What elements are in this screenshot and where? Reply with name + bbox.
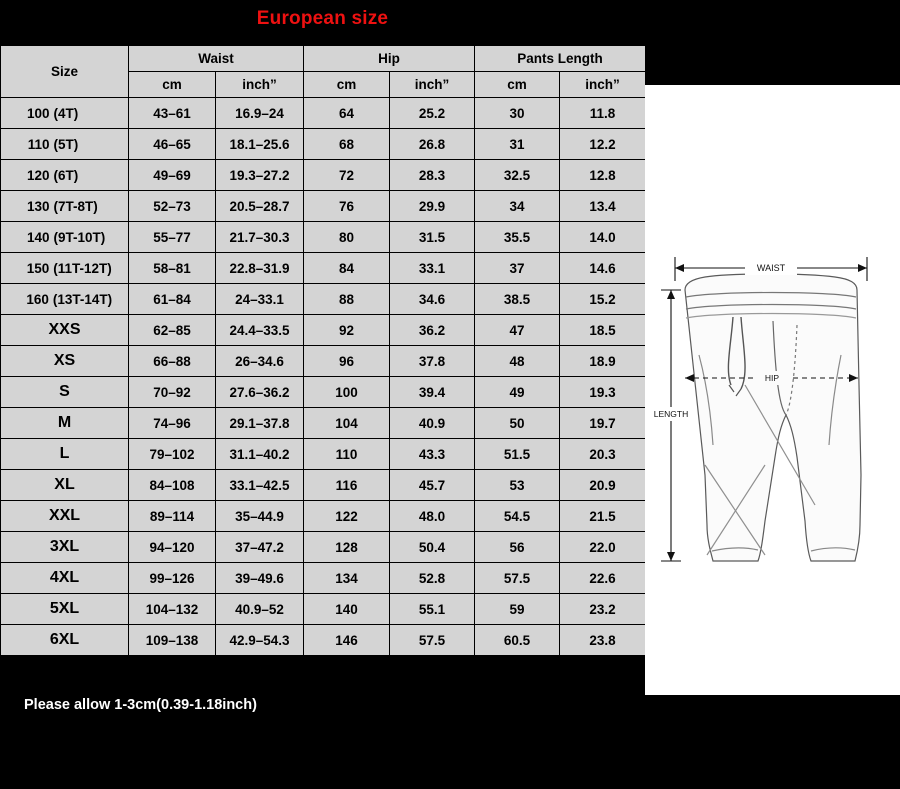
cell-waist-cm: 62–85: [129, 315, 216, 346]
cell-size: 5XL: [1, 594, 129, 625]
size-number: 140: [26, 229, 50, 245]
size-age-range: (13T-14T): [52, 291, 113, 307]
table-row: [1, 408, 646, 439]
cell-length-cm: 59: [475, 594, 560, 625]
cell-waist-inch: 37–47.2: [216, 532, 304, 563]
cell-waist-cm: 99–126: [129, 563, 216, 594]
table-row: [1, 191, 646, 222]
table-row: [1, 439, 646, 470]
cell-hip-cm: 104: [304, 408, 390, 439]
table-row: [1, 501, 646, 532]
cell-waist-inch: 42.9–54.3: [216, 625, 304, 656]
cell-waist-cm: 55–77: [129, 222, 216, 253]
cell-waist-cm: 104–132: [129, 594, 216, 625]
cell-waist-cm: 66–88: [129, 346, 216, 377]
cell-length-cm: 56: [475, 532, 560, 563]
cell-waist-inch: 27.6–36.2: [216, 377, 304, 408]
cell-waist-cm: 58–81: [129, 253, 216, 284]
cell-length-inch: 20.9: [560, 470, 646, 501]
page-title: European size: [256, 8, 389, 29]
cell-hip-inch: 26.8: [390, 129, 475, 160]
cell-size: [1, 191, 129, 222]
cell-hip-cm: 110: [304, 439, 390, 470]
cell-waist-inch: 39–49.6: [216, 563, 304, 594]
cell-hip-cm: 92: [304, 315, 390, 346]
cell-waist-inch: 40.9–52: [216, 594, 304, 625]
cell-waist-cm: 49–69: [129, 160, 216, 191]
size-number: 160: [26, 291, 49, 307]
cell-hip-cm: 84: [304, 253, 390, 284]
cell-size: 3XL: [1, 532, 129, 563]
cell-waist-inch: 31.1–40.2: [216, 439, 304, 470]
size-age-range: (4T): [53, 105, 79, 121]
cell-length-cm: 30: [475, 98, 560, 129]
table-row: [1, 284, 646, 315]
cell-waist-cm: 89–114: [129, 501, 216, 532]
table-body: [1, 98, 646, 656]
col-header-hip: Hip: [304, 46, 475, 72]
cell-hip-inch: 33.1: [390, 253, 475, 284]
cell-length-inch: 14.6: [560, 253, 646, 284]
table-row: [1, 563, 646, 594]
cell-length-cm: 37: [475, 253, 560, 284]
col-header-length-inch: inch”: [560, 72, 646, 98]
size-number: 120: [26, 167, 50, 183]
col-header-size: Size: [1, 46, 129, 98]
table-row: [1, 315, 646, 346]
cell-length-inch: 13.4: [560, 191, 646, 222]
col-header-waist: Waist: [129, 46, 304, 72]
col-header-length-cm: cm: [475, 72, 560, 98]
cell-length-inch: 15.2: [560, 284, 646, 315]
hip-dimension-label: HIP: [764, 373, 780, 383]
cell-hip-inch: 50.4: [390, 532, 475, 563]
cell-length-inch: 18.9: [560, 346, 646, 377]
size-age-range: (7T-8T): [53, 198, 98, 214]
cell-length-cm: 49: [475, 377, 560, 408]
cell-hip-cm: 64: [304, 98, 390, 129]
cell-hip-inch: 37.8: [390, 346, 475, 377]
cell-hip-inch: 48.0: [390, 501, 475, 532]
cell-hip-inch: 25.2: [390, 98, 475, 129]
cell-waist-cm: 70–92: [129, 377, 216, 408]
header-row-main: [1, 46, 646, 72]
table-row: [1, 129, 646, 160]
cell-hip-inch: 55.1: [390, 594, 475, 625]
cell-size: XL: [1, 470, 129, 501]
cell-length-inch: 22.6: [560, 563, 646, 594]
cell-hip-cm: 100: [304, 377, 390, 408]
cell-waist-cm: 43–61: [129, 98, 216, 129]
size-number: 110: [27, 136, 50, 152]
size-age-range: (9T-10T): [53, 229, 106, 245]
cell-hip-inch: 29.9: [390, 191, 475, 222]
cell-waist-cm: 74–96: [129, 408, 216, 439]
cell-waist-cm: 52–73: [129, 191, 216, 222]
cell-hip-cm: 96: [304, 346, 390, 377]
cell-size: XXS: [1, 315, 129, 346]
cell-hip-cm: 146: [304, 625, 390, 656]
cell-waist-cm: 94–120: [129, 532, 216, 563]
col-header-waist-cm: cm: [129, 72, 216, 98]
table-row: [1, 160, 646, 191]
col-header-waist-inch: inch”: [216, 72, 304, 98]
table-row: [1, 594, 646, 625]
length-dimension-label: LENGTH: [653, 409, 689, 419]
cell-hip-inch: 31.5: [390, 222, 475, 253]
cell-length-cm: 57.5: [475, 563, 560, 594]
cell-hip-cm: 134: [304, 563, 390, 594]
cell-hip-inch: 28.3: [390, 160, 475, 191]
cell-length-cm: 51.5: [475, 439, 560, 470]
table-row: [1, 470, 646, 501]
cell-hip-inch: 57.5: [390, 625, 475, 656]
cell-size: [1, 129, 129, 160]
cell-hip-cm: 140: [304, 594, 390, 625]
table-row: [1, 98, 646, 129]
cell-hip-cm: 72: [304, 160, 390, 191]
cell-length-inch: 19.3: [560, 377, 646, 408]
cell-waist-cm: 84–108: [129, 470, 216, 501]
cell-size: L: [1, 439, 129, 470]
cell-length-inch: 19.7: [560, 408, 646, 439]
cell-length-inch: 14.0: [560, 222, 646, 253]
cell-length-inch: 22.0: [560, 532, 646, 563]
waist-dimension-label: WAIST: [756, 263, 786, 273]
cell-size: [1, 160, 129, 191]
cell-waist-inch: 29.1–37.8: [216, 408, 304, 439]
cell-length-cm: 38.5: [475, 284, 560, 315]
col-header-hip-cm: cm: [304, 72, 390, 98]
cell-size: [1, 284, 129, 315]
cell-size: XXL: [1, 501, 129, 532]
size-number: 100: [26, 105, 50, 121]
cell-size: 4XL: [1, 563, 129, 594]
size-age-range: (5T): [53, 136, 79, 152]
cell-hip-cm: 68: [304, 129, 390, 160]
cell-length-inch: 23.2: [560, 594, 646, 625]
col-header-hip-inch: inch”: [390, 72, 475, 98]
cell-size: M: [1, 408, 129, 439]
table-row: [1, 625, 646, 656]
cell-hip-inch: 45.7: [390, 470, 475, 501]
cell-hip-inch: 43.3: [390, 439, 475, 470]
col-header-pants-length: Pants Length: [475, 46, 646, 72]
cell-hip-inch: 40.9: [390, 408, 475, 439]
cell-waist-cm: 61–84: [129, 284, 216, 315]
cell-hip-cm: 88: [304, 284, 390, 315]
cell-length-cm: 34: [475, 191, 560, 222]
table-row: [1, 222, 646, 253]
cell-length-cm: 54.5: [475, 501, 560, 532]
cell-size: [1, 253, 129, 284]
cell-hip-cm: 116: [304, 470, 390, 501]
cell-length-inch: 18.5: [560, 315, 646, 346]
cell-hip-inch: 39.4: [390, 377, 475, 408]
size-age-range: (6T): [53, 167, 79, 183]
table-row: [1, 532, 646, 563]
cell-hip-cm: 122: [304, 501, 390, 532]
shorts-technical-drawing: [645, 85, 900, 695]
cell-size: XS: [1, 346, 129, 377]
cell-length-cm: 48: [475, 346, 560, 377]
cell-length-cm: 31: [475, 129, 560, 160]
cell-hip-cm: 80: [304, 222, 390, 253]
cell-waist-inch: 20.5–28.7: [216, 191, 304, 222]
cell-length-cm: 50: [475, 408, 560, 439]
table-row: [1, 377, 646, 408]
cell-waist-inch: 33.1–42.5: [216, 470, 304, 501]
cell-waist-cm: 109–138: [129, 625, 216, 656]
cell-length-cm: 60.5: [475, 625, 560, 656]
cell-waist-inch: 35–44.9: [216, 501, 304, 532]
size-table: [0, 45, 646, 656]
cell-waist-inch: 16.9–24: [216, 98, 304, 129]
cell-waist-inch: 24–33.1: [216, 284, 304, 315]
cell-length-inch: 11.8: [560, 98, 646, 129]
cell-length-inch: 21.5: [560, 501, 646, 532]
cell-hip-cm: 76: [304, 191, 390, 222]
cell-length-cm: 32.5: [475, 160, 560, 191]
cell-waist-inch: 24.4–33.5: [216, 315, 304, 346]
cell-waist-inch: 19.3–27.2: [216, 160, 304, 191]
cell-waist-inch: 21.7–30.3: [216, 222, 304, 253]
size-table-container: [0, 45, 645, 656]
length-dimension-line: [661, 290, 681, 561]
cell-size: 6XL: [1, 625, 129, 656]
cell-size: S: [1, 377, 129, 408]
cell-size: [1, 222, 129, 253]
cell-length-inch: 12.8: [560, 160, 646, 191]
tolerance-note: Please allow 1-3cm(0.39-1.18inch): [24, 697, 257, 713]
cell-length-inch: 12.2: [560, 129, 646, 160]
cell-length-cm: 53: [475, 470, 560, 501]
cell-size: [1, 98, 129, 129]
size-age-range: (11T-12T): [53, 260, 112, 276]
product-diagram-panel: [645, 85, 900, 695]
cell-hip-cm: 128: [304, 532, 390, 563]
cell-length-cm: 47: [475, 315, 560, 346]
cell-waist-cm: 79–102: [129, 439, 216, 470]
cell-waist-inch: 26–34.6: [216, 346, 304, 377]
cell-hip-inch: 52.8: [390, 563, 475, 594]
cell-waist-inch: 18.1–25.6: [216, 129, 304, 160]
size-number: 130: [26, 198, 50, 214]
cell-length-inch: 20.3: [560, 439, 646, 470]
table-header: [1, 46, 646, 98]
cell-length-cm: 35.5: [475, 222, 560, 253]
cell-waist-cm: 46–65: [129, 129, 216, 160]
table-row: [1, 346, 646, 377]
cell-waist-inch: 22.8–31.9: [216, 253, 304, 284]
cell-hip-inch: 34.6: [390, 284, 475, 315]
size-number: 150: [26, 260, 50, 276]
table-row: [1, 253, 646, 284]
cell-hip-inch: 36.2: [390, 315, 475, 346]
cell-length-inch: 23.8: [560, 625, 646, 656]
